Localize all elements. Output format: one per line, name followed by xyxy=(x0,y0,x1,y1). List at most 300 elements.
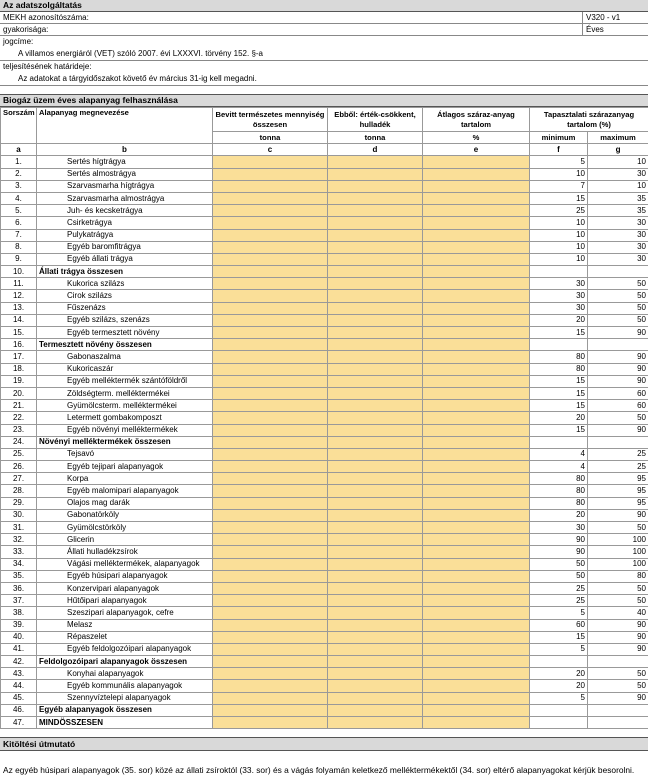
input-dry-matter[interactable] xyxy=(423,558,530,570)
input-dry-matter[interactable] xyxy=(423,717,530,729)
input-dry-matter[interactable] xyxy=(423,302,530,314)
input-waste[interactable] xyxy=(328,704,423,716)
column-letter: e xyxy=(423,144,530,156)
dry-matter-max: 90 xyxy=(588,363,648,375)
column-letter: f xyxy=(530,144,588,156)
dry-matter-min: 20 xyxy=(530,509,588,521)
input-dry-matter[interactable] xyxy=(423,704,530,716)
input-quantity[interactable] xyxy=(213,241,328,253)
input-quantity[interactable] xyxy=(213,509,328,521)
dry-matter-min: 5 xyxy=(530,692,588,704)
table-row xyxy=(1,278,648,290)
dry-matter-max xyxy=(588,704,648,716)
input-quantity[interactable] xyxy=(213,497,328,509)
input-dry-matter[interactable] xyxy=(423,156,530,168)
table-row xyxy=(1,607,648,619)
column-letter: a xyxy=(1,144,37,156)
dry-matter-max: 60 xyxy=(588,400,648,412)
row-number: 6. xyxy=(1,217,37,229)
table-row xyxy=(1,290,648,302)
info-value: A villamos energiáról (VET) szóló 2007. évi LXXXVI. törvény 152. §-a xyxy=(18,49,264,58)
row-number: 19. xyxy=(1,375,37,387)
feedstock-name: MINDÖSSZESEN xyxy=(37,717,213,729)
input-quantity[interactable] xyxy=(213,424,328,436)
input-waste[interactable] xyxy=(328,327,423,339)
feedstock-name: Gabonatörköly xyxy=(37,509,213,521)
dry-matter-min: 90 xyxy=(530,534,588,546)
dry-matter-min: 15 xyxy=(530,192,588,204)
header-c: Bevitt természetes mennyiség összesen xyxy=(213,108,328,132)
feedstock-name: Konzervipari alapanyagok xyxy=(37,582,213,594)
input-dry-matter[interactable] xyxy=(423,570,530,582)
input-waste[interactable] xyxy=(328,351,423,363)
dry-matter-min xyxy=(530,704,588,716)
input-waste[interactable] xyxy=(328,363,423,375)
input-waste[interactable] xyxy=(328,619,423,631)
table-row xyxy=(1,156,648,168)
input-waste[interactable] xyxy=(328,522,423,534)
row-number: 47. xyxy=(1,717,37,729)
input-quantity[interactable] xyxy=(213,631,328,643)
row-number: 24. xyxy=(1,436,37,448)
input-dry-matter[interactable] xyxy=(423,448,530,460)
input-quantity[interactable] xyxy=(213,253,328,265)
table-row xyxy=(1,558,648,570)
dry-matter-min: 15 xyxy=(530,631,588,643)
input-waste[interactable] xyxy=(328,509,423,521)
dry-matter-min xyxy=(530,656,588,668)
dry-matter-min: 20 xyxy=(530,412,588,424)
feedstock-name: Csirketrágya xyxy=(37,217,213,229)
unit-g: maximum xyxy=(588,132,648,144)
header-e: Átlagos száraz-anyag tartalom xyxy=(423,108,530,132)
input-dry-matter[interactable] xyxy=(423,327,530,339)
input-quantity[interactable] xyxy=(213,570,328,582)
dry-matter-max xyxy=(588,717,648,729)
input-dry-matter[interactable] xyxy=(423,241,530,253)
dry-matter-max: 100 xyxy=(588,534,648,546)
dry-matter-max xyxy=(588,266,648,278)
input-quantity[interactable] xyxy=(213,461,328,473)
input-waste[interactable] xyxy=(328,192,423,204)
table-row xyxy=(1,351,648,363)
dry-matter-min: 15 xyxy=(530,327,588,339)
unit-f: minimum xyxy=(530,132,588,144)
input-quantity[interactable] xyxy=(213,656,328,668)
input-dry-matter[interactable] xyxy=(423,351,530,363)
feedstock-name: Egyéb állati trágya xyxy=(37,253,213,265)
row-number: 38. xyxy=(1,607,37,619)
column-letter: g xyxy=(588,144,648,156)
feedstock-name: Állati hulladékzsírok xyxy=(37,546,213,558)
input-dry-matter[interactable] xyxy=(423,692,530,704)
table-row xyxy=(1,229,648,241)
unit-c: tonna xyxy=(213,132,328,144)
input-dry-matter[interactable] xyxy=(423,473,530,485)
input-dry-matter[interactable] xyxy=(423,461,530,473)
input-quantity[interactable] xyxy=(213,351,328,363)
input-waste[interactable] xyxy=(328,241,423,253)
table-row xyxy=(1,473,648,485)
dry-matter-min: 80 xyxy=(530,497,588,509)
table-row xyxy=(1,534,648,546)
input-waste[interactable] xyxy=(328,570,423,582)
row-number: 16. xyxy=(1,339,37,351)
input-dry-matter[interactable] xyxy=(423,643,530,655)
feedstock-name: Juh- és kecsketrágya xyxy=(37,205,213,217)
dry-matter-min: 80 xyxy=(530,351,588,363)
table-row xyxy=(1,704,648,716)
input-quantity[interactable] xyxy=(213,448,328,460)
table-row xyxy=(1,192,648,204)
input-waste[interactable] xyxy=(328,717,423,729)
dry-matter-max: 50 xyxy=(588,290,648,302)
input-waste[interactable] xyxy=(328,534,423,546)
input-dry-matter[interactable] xyxy=(423,363,530,375)
feedstock-name: Kukorica szilázs xyxy=(37,278,213,290)
dry-matter-min: 30 xyxy=(530,278,588,290)
dry-matter-max: 50 xyxy=(588,680,648,692)
dry-matter-min: 30 xyxy=(530,522,588,534)
dry-matter-min: 80 xyxy=(530,473,588,485)
dry-matter-min: 20 xyxy=(530,680,588,692)
dry-matter-max: 90 xyxy=(588,509,648,521)
feedstock-name: Gabonaszalma xyxy=(37,351,213,363)
input-quantity[interactable] xyxy=(213,643,328,655)
input-quantity[interactable] xyxy=(213,680,328,692)
input-waste[interactable] xyxy=(328,424,423,436)
input-waste[interactable] xyxy=(328,668,423,680)
dry-matter-max: 50 xyxy=(588,582,648,594)
dry-matter-min: 25 xyxy=(530,582,588,594)
input-dry-matter[interactable] xyxy=(423,436,530,448)
input-waste[interactable] xyxy=(328,631,423,643)
input-quantity[interactable] xyxy=(213,168,328,180)
dry-matter-max: 30 xyxy=(588,168,648,180)
table-row xyxy=(1,546,648,558)
input-quantity[interactable] xyxy=(213,180,328,192)
input-dry-matter[interactable] xyxy=(423,595,530,607)
input-dry-matter[interactable] xyxy=(423,205,530,217)
input-dry-matter[interactable] xyxy=(423,619,530,631)
input-waste[interactable] xyxy=(328,375,423,387)
row-number: 14. xyxy=(1,314,37,326)
input-quantity[interactable] xyxy=(213,278,328,290)
feedstock-name: Feldolgozóipari alapanyagok összesen xyxy=(37,656,213,668)
input-dry-matter[interactable] xyxy=(423,631,530,643)
input-waste[interactable] xyxy=(328,582,423,594)
input-waste[interactable] xyxy=(328,229,423,241)
input-dry-matter[interactable] xyxy=(423,278,530,290)
info-row-frequency xyxy=(0,24,648,36)
input-waste[interactable] xyxy=(328,156,423,168)
input-quantity[interactable] xyxy=(213,668,328,680)
input-quantity[interactable] xyxy=(213,619,328,631)
feedstock-name: Egyéb malomipari alapanyagok xyxy=(37,485,213,497)
input-quantity[interactable] xyxy=(213,522,328,534)
dry-matter-max: 100 xyxy=(588,546,648,558)
row-number: 27. xyxy=(1,473,37,485)
input-waste[interactable] xyxy=(328,448,423,460)
input-dry-matter[interactable] xyxy=(423,522,530,534)
input-dry-matter[interactable] xyxy=(423,375,530,387)
dry-matter-max: 30 xyxy=(588,241,648,253)
dry-matter-max: 25 xyxy=(588,448,648,460)
input-quantity[interactable] xyxy=(213,546,328,558)
feedstock-name: Sertés almostrágya xyxy=(37,168,213,180)
input-dry-matter[interactable] xyxy=(423,290,530,302)
dry-matter-max: 80 xyxy=(588,570,648,582)
input-quantity[interactable] xyxy=(213,473,328,485)
input-waste[interactable] xyxy=(328,412,423,424)
row-number: 8. xyxy=(1,241,37,253)
input-dry-matter[interactable] xyxy=(423,534,530,546)
input-waste[interactable] xyxy=(328,595,423,607)
input-waste[interactable] xyxy=(328,278,423,290)
input-waste[interactable] xyxy=(328,485,423,497)
unit-d: tonna xyxy=(328,132,423,144)
dry-matter-min: 20 xyxy=(530,668,588,680)
feedstock-name: Egyéb növényi melléktermékek xyxy=(37,424,213,436)
input-dry-matter[interactable] xyxy=(423,546,530,558)
row-number: 9. xyxy=(1,253,37,265)
input-dry-matter[interactable] xyxy=(423,217,530,229)
info-label: gyakorisága: xyxy=(3,25,49,34)
input-waste[interactable] xyxy=(328,266,423,278)
table-row xyxy=(1,363,648,375)
input-waste[interactable] xyxy=(328,387,423,399)
table-row xyxy=(1,400,648,412)
input-quantity[interactable] xyxy=(213,558,328,570)
input-quantity[interactable] xyxy=(213,327,328,339)
row-number: 18. xyxy=(1,363,37,375)
header-name: Alapanyag megnevezése xyxy=(37,108,213,144)
table-row xyxy=(1,692,648,704)
feedstock-name: Cirok szilázs xyxy=(37,290,213,302)
input-quantity[interactable] xyxy=(213,205,328,217)
feedstock-name: Gyümölcstörköly xyxy=(37,522,213,534)
dry-matter-min: 60 xyxy=(530,619,588,631)
input-dry-matter[interactable] xyxy=(423,582,530,594)
feedstock-name: Egyéb húsipari alapanyagok xyxy=(37,570,213,582)
row-number: 40. xyxy=(1,631,37,643)
input-waste[interactable] xyxy=(328,558,423,570)
feedstock-name: Glicerin xyxy=(37,534,213,546)
input-dry-matter[interactable] xyxy=(423,314,530,326)
input-dry-matter[interactable] xyxy=(423,180,530,192)
input-quantity[interactable] xyxy=(213,339,328,351)
feedstock-name: Korpa xyxy=(37,473,213,485)
info-value: Az adatokat a tárgyidőszakot követő év március 31-ig kell megadni. xyxy=(18,74,257,83)
feedstock-name: Vágási melléktermékek, alapanyagok xyxy=(37,558,213,570)
input-waste[interactable] xyxy=(328,473,423,485)
table-row xyxy=(1,643,648,655)
info-row-deadline xyxy=(0,61,648,86)
table-row xyxy=(1,314,648,326)
input-quantity[interactable] xyxy=(213,534,328,546)
input-dry-matter[interactable] xyxy=(423,485,530,497)
input-waste[interactable] xyxy=(328,607,423,619)
input-waste[interactable] xyxy=(328,680,423,692)
input-dry-matter[interactable] xyxy=(423,656,530,668)
dry-matter-max: 50 xyxy=(588,412,648,424)
input-waste[interactable] xyxy=(328,436,423,448)
feedstock-name: Szennyvíztelepi alapanyagok xyxy=(37,692,213,704)
input-quantity[interactable] xyxy=(213,375,328,387)
input-quantity[interactable] xyxy=(213,692,328,704)
dry-matter-min: 30 xyxy=(530,302,588,314)
feedstock-name: Pulykatrágya xyxy=(37,229,213,241)
input-quantity[interactable] xyxy=(213,607,328,619)
info-row-id xyxy=(0,12,648,24)
dry-matter-max: 50 xyxy=(588,314,648,326)
row-number: 25. xyxy=(1,448,37,460)
input-waste[interactable] xyxy=(328,290,423,302)
dry-matter-max: 100 xyxy=(588,558,648,570)
input-dry-matter[interactable] xyxy=(423,680,530,692)
data-supply-section xyxy=(0,0,648,86)
table-row xyxy=(1,570,648,582)
row-number: 23. xyxy=(1,424,37,436)
input-dry-matter[interactable] xyxy=(423,668,530,680)
input-dry-matter[interactable] xyxy=(423,509,530,521)
input-dry-matter[interactable] xyxy=(423,266,530,278)
dry-matter-max: 95 xyxy=(588,485,648,497)
row-number: 34. xyxy=(1,558,37,570)
input-waste[interactable] xyxy=(328,400,423,412)
input-waste[interactable] xyxy=(328,656,423,668)
input-dry-matter[interactable] xyxy=(423,387,530,399)
input-quantity[interactable] xyxy=(213,229,328,241)
table-row xyxy=(1,180,648,192)
table-row xyxy=(1,205,648,217)
row-number: 45. xyxy=(1,692,37,704)
dry-matter-min: 10 xyxy=(530,217,588,229)
row-number: 39. xyxy=(1,619,37,631)
input-quantity[interactable] xyxy=(213,717,328,729)
input-quantity[interactable] xyxy=(213,595,328,607)
row-number: 22. xyxy=(1,412,37,424)
dry-matter-max: 90 xyxy=(588,619,648,631)
input-dry-matter[interactable] xyxy=(423,253,530,265)
input-waste[interactable] xyxy=(328,168,423,180)
input-dry-matter[interactable] xyxy=(423,497,530,509)
input-quantity[interactable] xyxy=(213,266,328,278)
input-dry-matter[interactable] xyxy=(423,229,530,241)
input-waste[interactable] xyxy=(328,461,423,473)
dry-matter-min: 10 xyxy=(530,241,588,253)
row-number: 29. xyxy=(1,497,37,509)
input-quantity[interactable] xyxy=(213,363,328,375)
feedstock-name: Egyéb melléktermék szántóföldről xyxy=(37,375,213,387)
input-quantity[interactable] xyxy=(213,704,328,716)
input-waste[interactable] xyxy=(328,217,423,229)
row-number: 30. xyxy=(1,509,37,521)
input-quantity[interactable] xyxy=(213,156,328,168)
input-dry-matter[interactable] xyxy=(423,400,530,412)
input-quantity[interactable] xyxy=(213,485,328,497)
input-dry-matter[interactable] xyxy=(423,339,530,351)
input-quantity[interactable] xyxy=(213,400,328,412)
dry-matter-max: 30 xyxy=(588,253,648,265)
input-waste[interactable] xyxy=(328,643,423,655)
feedstock-name: Egyéb szilázs, szenázs xyxy=(37,314,213,326)
input-waste[interactable] xyxy=(328,180,423,192)
input-quantity[interactable] xyxy=(213,290,328,302)
input-dry-matter[interactable] xyxy=(423,412,530,424)
dry-matter-min xyxy=(530,717,588,729)
input-waste[interactable] xyxy=(328,314,423,326)
input-waste[interactable] xyxy=(328,339,423,351)
input-quantity[interactable] xyxy=(213,192,328,204)
feedstock-name: Termesztett növény összesen xyxy=(37,339,213,351)
row-number: 37. xyxy=(1,595,37,607)
table-row xyxy=(1,424,648,436)
input-waste[interactable] xyxy=(328,253,423,265)
unit-e: % xyxy=(423,132,530,144)
dry-matter-max: 30 xyxy=(588,229,648,241)
table-row xyxy=(1,375,648,387)
input-dry-matter[interactable] xyxy=(423,424,530,436)
row-number: 1. xyxy=(1,156,37,168)
row-number: 5. xyxy=(1,205,37,217)
row-number: 35. xyxy=(1,570,37,582)
input-quantity[interactable] xyxy=(213,302,328,314)
input-quantity[interactable] xyxy=(213,387,328,399)
dry-matter-min: 10 xyxy=(530,168,588,180)
input-quantity[interactable] xyxy=(213,582,328,594)
input-quantity[interactable] xyxy=(213,412,328,424)
dry-matter-max: 40 xyxy=(588,607,648,619)
table-row xyxy=(1,436,648,448)
input-waste[interactable] xyxy=(328,546,423,558)
dry-matter-min: 4 xyxy=(530,461,588,473)
row-number: 33. xyxy=(1,546,37,558)
dry-matter-max: 35 xyxy=(588,192,648,204)
dry-matter-max: 90 xyxy=(588,375,648,387)
dry-matter-min: 10 xyxy=(530,229,588,241)
input-waste[interactable] xyxy=(328,692,423,704)
section-title: Az adatszolgáltatás xyxy=(0,0,648,12)
input-dry-matter[interactable] xyxy=(423,192,530,204)
dry-matter-min xyxy=(530,266,588,278)
feedstock-name: Gyümölcsterm. melléktermékei xyxy=(37,400,213,412)
dry-matter-max: 90 xyxy=(588,692,648,704)
row-number: 31. xyxy=(1,522,37,534)
input-quantity[interactable] xyxy=(213,436,328,448)
table-row xyxy=(1,217,648,229)
input-quantity[interactable] xyxy=(213,314,328,326)
info-label: teljesítésének határideje: xyxy=(3,62,92,71)
input-waste[interactable] xyxy=(328,205,423,217)
input-waste[interactable] xyxy=(328,497,423,509)
row-number: 46. xyxy=(1,704,37,716)
dry-matter-max: 10 xyxy=(588,180,648,192)
info-value: V320 - v1 xyxy=(582,12,648,23)
feedstock-name: Melasz xyxy=(37,619,213,631)
input-quantity[interactable] xyxy=(213,217,328,229)
feedstock-name: Hűtőipari alapanyagok xyxy=(37,595,213,607)
input-dry-matter[interactable] xyxy=(423,607,530,619)
table-row xyxy=(1,668,648,680)
dry-matter-max: 95 xyxy=(588,497,648,509)
table-row xyxy=(1,339,648,351)
feedstock-name: Tejsavó xyxy=(37,448,213,460)
dry-matter-min: 15 xyxy=(530,387,588,399)
input-waste[interactable] xyxy=(328,302,423,314)
input-dry-matter[interactable] xyxy=(423,168,530,180)
dry-matter-min xyxy=(530,339,588,351)
